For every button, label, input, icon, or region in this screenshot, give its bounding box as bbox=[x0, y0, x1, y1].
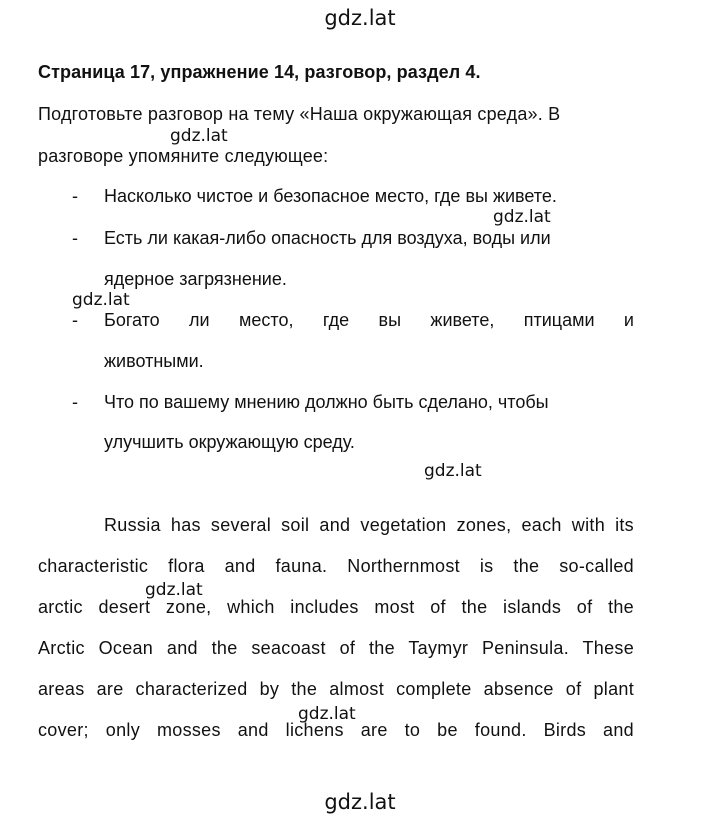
bullet-dash: - bbox=[72, 392, 78, 412]
intro-line-1: Подготовьте разговор на тему «Наша окружающая среда». В bbox=[38, 104, 561, 124]
page-title: Страница 17, упражнение 14, разговор, раздел 4. bbox=[38, 62, 481, 82]
bullet-dash: - bbox=[72, 228, 78, 248]
watermark: gdz.lat bbox=[424, 461, 482, 481]
bullet-dash: - bbox=[72, 310, 78, 330]
paragraph-line: areas are characterized by the almost complete absence of plant bbox=[38, 679, 634, 699]
watermark-bottom: gdz.lat bbox=[324, 790, 396, 814]
watermark-top: gdz.lat bbox=[324, 6, 396, 30]
bullet-text: Что по вашему мнению должно быть сделано, чтобы bbox=[104, 392, 549, 412]
bullet-text: Богато ли место, где вы живете, птицами и bbox=[104, 310, 634, 330]
intro-line-2: разговоре упомяните следующее: bbox=[38, 146, 329, 166]
paragraph-line: cover; only mosses and lichens are to be found. Birds and bbox=[38, 720, 634, 740]
watermark: gdz.lat bbox=[170, 126, 228, 146]
watermark: gdz.lat bbox=[298, 704, 356, 724]
watermark: gdz.lat bbox=[493, 207, 551, 227]
bullet-text: улучшить окружающую среду. bbox=[104, 432, 355, 452]
bullet-dash: - bbox=[72, 186, 78, 206]
bullet-text: Есть ли какая-либо опасность для воздуха, воды или bbox=[104, 228, 551, 248]
bullet-text: Насколько чистое и безопасное место, где вы живете. bbox=[104, 186, 557, 206]
watermark: gdz.lat bbox=[72, 290, 130, 310]
paragraph-line: arctic desert zone, which includes most of the islands of the bbox=[38, 597, 634, 617]
paragraph-line: Arctic Ocean and the seacoast of the Taymyr Peninsula. These bbox=[38, 638, 634, 658]
watermark: gdz.lat bbox=[145, 580, 203, 600]
paragraph-line: characteristic flora and fauna. Northernmost is the so-called bbox=[38, 556, 634, 576]
paragraph-line: Russia has several soil and vegetation zones, each with its bbox=[104, 515, 634, 535]
bullet-text: животными. bbox=[104, 351, 204, 371]
bullet-text: ядерное загрязнение. bbox=[104, 269, 287, 289]
